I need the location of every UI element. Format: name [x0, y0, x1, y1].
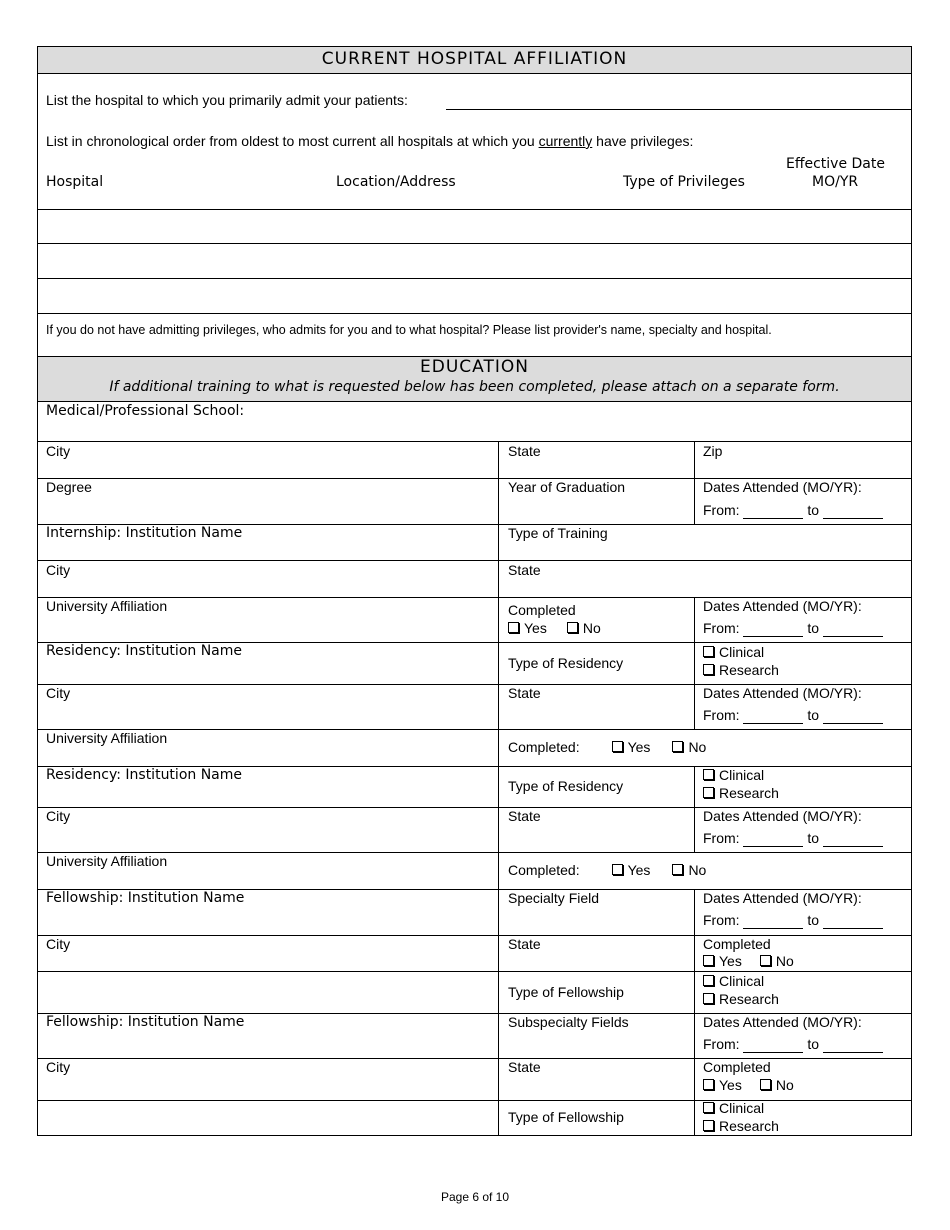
from-to-line[interactable]: From: to — [703, 912, 883, 929]
subspecialty-cell[interactable] — [499, 1014, 695, 1058]
training-type-label: Type of Training — [508, 525, 608, 541]
state-label: State — [508, 936, 541, 952]
clinical-option: Clinical — [703, 973, 764, 990]
hospital-section-header — [38, 47, 911, 74]
fellowship-type-cell — [499, 972, 695, 1013]
fellowship-row — [38, 1014, 911, 1059]
hospital-list-header-row — [38, 110, 911, 210]
from-to-line[interactable]: From: to — [703, 707, 883, 724]
completed-label: Completed — [703, 1059, 771, 1075]
research-option: Research — [703, 991, 779, 1008]
fellowship-name-cell[interactable] — [38, 890, 499, 935]
training-type-cell[interactable] — [499, 525, 911, 560]
clinical-checkbox[interactable] — [703, 646, 714, 657]
research-checkbox[interactable] — [703, 993, 714, 1004]
no-checkbox[interactable] — [760, 955, 771, 966]
residency-affiliation-row — [38, 853, 911, 890]
dates-attended-cell — [695, 479, 911, 524]
residency-affiliation-row — [38, 730, 911, 767]
yes-checkbox[interactable] — [703, 955, 714, 966]
degree-cell[interactable] — [38, 479, 499, 524]
dates-attended-label: Dates Attended (MO/YR): — [703, 685, 862, 701]
fellowship-label: Fellowship: Institution Name — [46, 1014, 245, 1030]
residency-location-row — [38, 685, 911, 730]
school-state-cell[interactable] — [499, 442, 695, 478]
yes-checkbox[interactable] — [612, 864, 623, 875]
hospital-section-title: CURRENT HOSPITAL AFFILIATION — [321, 49, 628, 69]
from-to-line[interactable]: From: to — [703, 620, 883, 637]
clinical-option: Clinical — [703, 767, 764, 784]
fellowship-type-cell — [499, 1101, 695, 1136]
fellowship-blank-cell[interactable] — [38, 972, 499, 1013]
completed-label: Completed — [508, 602, 576, 618]
residency-type-label: Type of Residency — [508, 655, 624, 671]
fellowship-location-row — [38, 1059, 911, 1101]
residency-completed-cell — [499, 730, 911, 766]
state-label: State — [508, 685, 541, 701]
research-option: Research — [703, 1118, 779, 1135]
fellowship-city-cell[interactable] — [38, 936, 499, 971]
col-effective-date: Effective Date — [786, 156, 885, 172]
university-affiliation-label: University Affiliation — [46, 730, 168, 746]
page-number: Page 6 of 10 — [440, 1190, 510, 1204]
research-checkbox[interactable] — [703, 787, 714, 798]
specialty-field-cell[interactable] — [499, 890, 695, 935]
school-city-cell[interactable] — [38, 442, 499, 478]
residency-label: Residency: Institution Name — [46, 643, 243, 659]
research-option: Research — [703, 662, 779, 679]
clinical-checkbox[interactable] — [703, 975, 714, 986]
no-checkbox[interactable] — [672, 864, 683, 875]
state-label: State — [508, 562, 541, 578]
clinical-checkbox[interactable] — [703, 769, 714, 780]
education-section-header — [38, 357, 911, 402]
residency-kind-cell — [695, 643, 911, 684]
dates-attended-cell — [695, 808, 911, 852]
residency-type-cell — [499, 767, 695, 807]
residency-name-cell[interactable] — [38, 643, 499, 684]
internship-city-cell[interactable] — [38, 561, 499, 597]
residency-location-row — [38, 808, 911, 853]
residency-completed-cell — [499, 853, 911, 889]
fellowship-location-row — [38, 936, 911, 972]
zip-label: Zip — [703, 443, 723, 459]
yes-checkbox[interactable] — [703, 1079, 714, 1090]
chronological-instructions: List in chronological order from oldest to most current all hospitals at which you currently have privileges: — [46, 133, 694, 149]
degree-label: Degree — [46, 479, 92, 495]
clinical-option: Clinical — [703, 644, 764, 661]
admitting-privileges-question: If you do not have admitting privileges, who admits for you and to what hospital? Please list provider's name, specialty and hospital. — [46, 323, 772, 337]
internship-affiliation-cell[interactable] — [38, 598, 499, 642]
degree-row — [38, 479, 911, 525]
internship-state-cell[interactable] — [499, 561, 911, 597]
city-label: City — [46, 685, 71, 701]
clinical-option: Clinical — [703, 1100, 764, 1117]
residency-state-cell[interactable] — [499, 808, 695, 852]
graduation-year-cell[interactable] — [499, 479, 695, 524]
col-location: Location/Address — [336, 174, 456, 190]
school-location-row — [38, 442, 911, 479]
form-table — [37, 46, 912, 1136]
school-zip-cell[interactable] — [695, 442, 911, 478]
residency-label: Residency: Institution Name — [46, 767, 243, 783]
subspecialty-label: Subspecialty Fields — [508, 1014, 629, 1030]
dates-attended-cell — [695, 685, 911, 729]
internship-row — [38, 525, 911, 561]
residency-affiliation-cell[interactable] — [38, 730, 499, 766]
state-label: State — [508, 443, 541, 459]
dates-attended-label: Dates Attended (MO/YR): — [703, 598, 862, 614]
internship-affiliation-row — [38, 598, 911, 643]
dates-attended-label: Dates Attended (MO/YR): — [703, 479, 862, 495]
completed-options: Yes No — [508, 620, 601, 637]
completed-options: Yes No — [703, 953, 794, 970]
col-mo-yr: MO/YR — [812, 174, 859, 190]
fellowship-blank-cell[interactable] — [38, 1101, 499, 1136]
research-checkbox[interactable] — [703, 664, 714, 675]
fellowship-type-row — [38, 1101, 911, 1136]
fellowship-name-cell[interactable] — [38, 1014, 499, 1058]
hospital-entry-row[interactable] — [38, 210, 911, 244]
yes-checkbox[interactable] — [612, 741, 623, 752]
research-checkbox[interactable] — [703, 1120, 714, 1131]
fellowship-state-cell[interactable] — [499, 936, 695, 971]
dates-attended-label: Dates Attended (MO/YR): — [703, 890, 862, 906]
graduation-year-label: Year of Graduation — [508, 479, 626, 495]
fellowship-kind-cell — [695, 972, 911, 1013]
hospital-entry-row[interactable] — [38, 279, 911, 314]
city-label: City — [46, 443, 71, 459]
fellowship-row — [38, 890, 911, 936]
fellowship-label: Fellowship: Institution Name — [46, 890, 245, 906]
from-to-line[interactable]: From: to — [703, 830, 883, 847]
fellowship-completed-cell — [695, 1059, 911, 1100]
yes-checkbox[interactable] — [508, 622, 519, 633]
internship-name-cell[interactable] — [38, 525, 499, 560]
dates-attended-cell — [695, 1014, 911, 1058]
hospital-entry-row[interactable] — [38, 244, 911, 279]
col-hospital: Hospital — [46, 174, 104, 190]
completed-options: Completed: Yes No — [508, 739, 707, 755]
primary-hospital-label: List the hospital to which you primarily admit your patients: — [46, 92, 408, 108]
city-label: City — [46, 936, 71, 952]
no-checkbox[interactable] — [567, 622, 578, 633]
fellowship-city-cell[interactable] — [38, 1059, 499, 1100]
residency-affiliation-cell[interactable] — [38, 853, 499, 889]
admitting-privileges-row[interactable] — [38, 314, 911, 357]
research-option: Research — [703, 785, 779, 802]
dates-attended-cell — [695, 598, 911, 642]
from-to-line[interactable]: From: to — [703, 502, 883, 519]
specialty-field-label: Specialty Field — [508, 890, 600, 906]
dates-attended-cell — [695, 890, 911, 935]
residency-type-cell — [499, 643, 695, 684]
completed-label: Completed — [703, 936, 771, 952]
fellowship-state-cell[interactable] — [499, 1059, 695, 1100]
residency-type-label: Type of Residency — [508, 778, 624, 794]
dates-attended-label: Dates Attended (MO/YR): — [703, 808, 862, 824]
education-section-title: EDUCATION — [420, 357, 529, 377]
fellowship-kind-cell — [695, 1101, 911, 1136]
col-privileges: Type of Privileges — [623, 174, 745, 190]
completed-options: Yes No — [703, 1077, 794, 1094]
fellowship-completed-cell — [695, 936, 911, 971]
fellowship-type-label: Type of Fellowship — [508, 1109, 624, 1125]
university-affiliation-label: University Affiliation — [46, 853, 168, 869]
residency-name-cell[interactable] — [38, 767, 499, 807]
medical-school-label: Medical/Professional School: — [46, 403, 245, 419]
fellowship-type-row — [38, 972, 911, 1014]
clinical-checkbox[interactable] — [703, 1102, 714, 1113]
residency-city-cell[interactable] — [38, 685, 499, 729]
residency-kind-cell — [695, 767, 911, 807]
dates-attended-label: Dates Attended (MO/YR): — [703, 1014, 862, 1030]
state-label: State — [508, 808, 541, 824]
no-checkbox[interactable] — [672, 741, 683, 752]
residency-state-cell[interactable] — [499, 685, 695, 729]
internship-label: Internship: Institution Name — [46, 525, 243, 541]
no-checkbox[interactable] — [760, 1079, 771, 1090]
residency-row — [38, 767, 911, 808]
city-label: City — [46, 808, 71, 824]
residency-city-cell[interactable] — [38, 808, 499, 852]
from-to-line[interactable]: From: to — [703, 1036, 883, 1053]
state-label: State — [508, 1059, 541, 1075]
education-subtitle: If additional training to what is requested below has been completed, please attach on a separate form. — [109, 379, 840, 395]
city-label: City — [46, 562, 71, 578]
internship-location-row — [38, 561, 911, 598]
completed-options: Completed: Yes No — [508, 862, 707, 878]
city-label: City — [46, 1059, 71, 1075]
university-affiliation-label: University Affiliation — [46, 598, 168, 614]
medical-school-row[interactable] — [38, 402, 911, 442]
residency-row — [38, 643, 911, 685]
primary-hospital-row — [38, 74, 911, 110]
fellowship-type-label: Type of Fellowship — [508, 984, 624, 1000]
internship-completed-cell — [499, 598, 695, 642]
